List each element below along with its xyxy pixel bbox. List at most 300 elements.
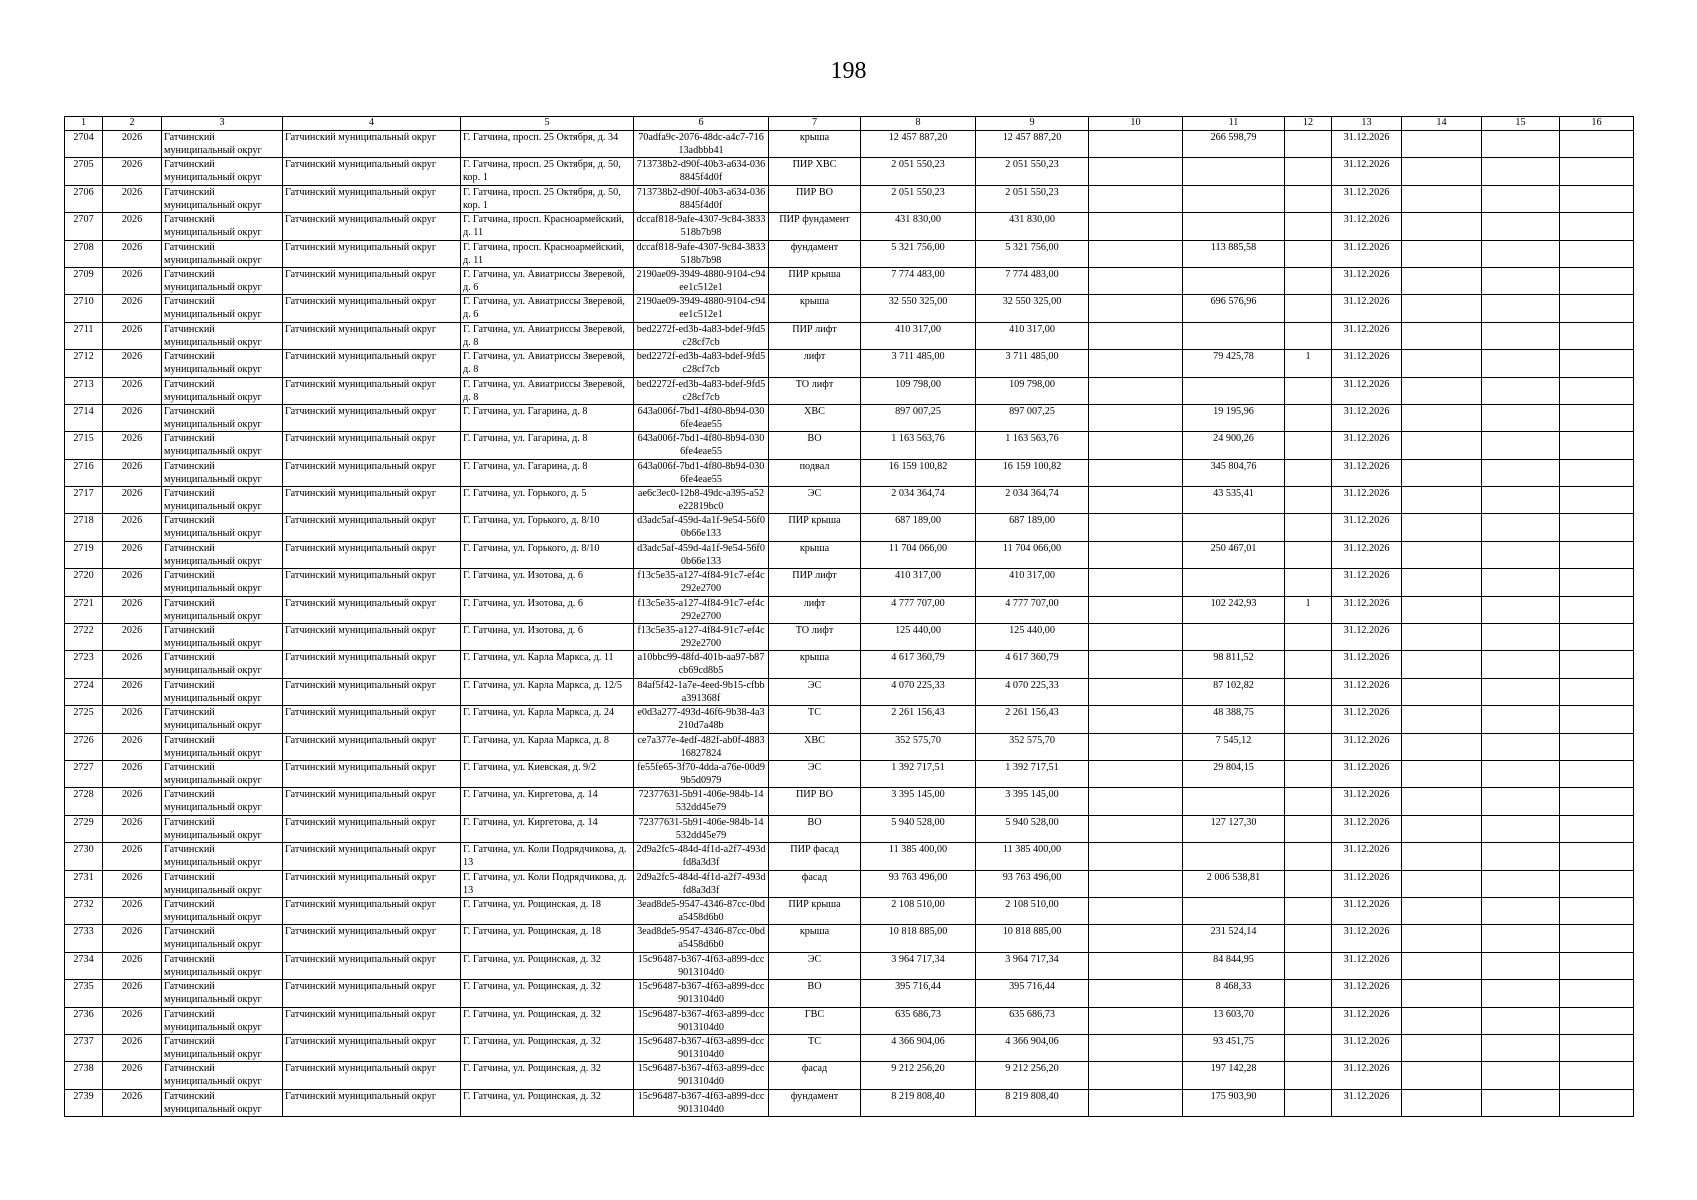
col-15-text [1484, 268, 1557, 294]
col-16-cell [1560, 432, 1634, 459]
address-cell [461, 267, 634, 294]
col-16-cell [1560, 459, 1634, 486]
cost-fund-text: 635 686,73 [1009, 1008, 1055, 1020]
table-row [65, 350, 1634, 377]
work-type-cell [769, 213, 861, 240]
total-cost-cell [861, 760, 976, 787]
work-type-text: ТС [807, 707, 822, 719]
col-10-text [1091, 953, 1180, 979]
address-cell [461, 295, 634, 322]
year-cell [103, 788, 162, 815]
house-guid-cell [634, 1034, 769, 1061]
year-text: 2026 [121, 378, 143, 390]
work-type-text: фасад [801, 871, 828, 883]
column-header-1: 1 [65, 117, 103, 131]
address-text: Г. Гатчина, ул. Рощинская, д. 18 [463, 926, 601, 938]
house-guid-cell [634, 267, 769, 294]
year-cell [103, 1089, 162, 1116]
col-12-text [1287, 624, 1329, 650]
work-type-text: фундамент [790, 241, 839, 253]
address-text: Г. Гатчина, ул. Авиатриссы Зверевой, д. 8 [463, 351, 625, 376]
col-16-text [1562, 788, 1631, 814]
col-15-cell [1482, 350, 1560, 377]
year-cell [103, 706, 162, 733]
municipal-district-cell [283, 377, 461, 404]
address-cell [461, 678, 634, 705]
municipal-district-cell [283, 624, 461, 651]
row-number-text: 2739 [73, 1090, 94, 1102]
col-15-text [1484, 213, 1557, 239]
house-guid-cell [634, 925, 769, 952]
municipal-district-cell [283, 980, 461, 1007]
municipal-district-text: Гатчинский муниципальный округ [285, 515, 437, 527]
col-16-text [1562, 378, 1631, 404]
total-cost-text: 9 212 256,20 [891, 1063, 945, 1075]
row-number-text: 2705 [73, 159, 94, 171]
page-number: 198 [830, 58, 867, 84]
work-type-text: ПИР ВО [795, 789, 834, 801]
total-cost-text: 431 830,00 [895, 214, 941, 226]
col-14-cell [1402, 651, 1482, 678]
address-cell [461, 733, 634, 760]
col-14-text [1404, 734, 1479, 760]
row-number-text: 2706 [73, 186, 94, 198]
col-10-cell [1089, 952, 1183, 979]
col-14-text [1404, 131, 1479, 157]
municipality-text: Гатчинский муниципальный округ [164, 816, 262, 841]
address-text: Г. Гатчина, ул. Рощинская, д. 32 [463, 1035, 601, 1047]
col-16-cell [1560, 897, 1634, 924]
col-10-text [1091, 569, 1180, 595]
address-text: Г. Гатчина, ул. Коли Подрядчикова, д. 13 [463, 871, 627, 896]
cost-fund-text: 3 395 145,00 [1005, 789, 1059, 801]
col-12-text [1287, 679, 1329, 705]
municipal-district-text: Гатчинский муниципальный округ [285, 898, 437, 910]
municipality-text: Гатчинский муниципальный округ [164, 378, 262, 403]
col-15-cell [1482, 596, 1560, 623]
year-cell [103, 514, 162, 541]
year-cell [103, 952, 162, 979]
col-12-cell [1285, 897, 1332, 924]
year-cell [103, 925, 162, 952]
address-cell [461, 213, 634, 240]
col-14-cell [1402, 980, 1482, 1007]
total-cost-cell [861, 213, 976, 240]
house-guid-text: 713738b2-d90f-40b3-a634-0368845f4d0f [636, 159, 766, 184]
column-header-4: 4 [283, 117, 461, 131]
total-cost-text: 5 321 756,00 [891, 241, 945, 253]
col-14-text [1404, 514, 1479, 540]
col-11-text [1185, 268, 1282, 294]
col-16-text [1562, 651, 1631, 677]
cost-fund-cell [976, 815, 1089, 842]
col-10-cell [1089, 459, 1183, 486]
municipality-cell [162, 1062, 283, 1089]
address-cell [461, 706, 634, 733]
col-14-cell [1402, 432, 1482, 459]
deadline-cell [1332, 1089, 1402, 1116]
table-row [65, 678, 1634, 705]
col-12-text [1287, 295, 1329, 321]
col-14-cell [1402, 815, 1482, 842]
col-14-cell [1402, 706, 1482, 733]
cost-fund-cell [976, 1062, 1089, 1089]
municipality-text: Гатчинский муниципальный округ [164, 214, 262, 239]
table-row [65, 240, 1634, 267]
address-text: Г. Гатчина, ул. Горького, д. 8/10 [463, 542, 600, 554]
total-cost-cell [861, 569, 976, 596]
address-cell [461, 870, 634, 897]
municipality-cell [162, 240, 283, 267]
col-14-text [1404, 651, 1479, 677]
col-12-cell [1285, 295, 1332, 322]
row-number-text: 2715 [73, 433, 94, 445]
deadline-cell [1332, 760, 1402, 787]
col-10-text [1091, 624, 1180, 650]
address-text: Г. Гатчина, ул. Изотова, д. 6 [463, 570, 583, 582]
address-text: Г. Гатчина, ул. Коли Подрядчикова, д. 13 [463, 844, 627, 869]
work-type-text: фундамент [790, 1090, 839, 1102]
col-10-text [1091, 131, 1180, 157]
row-number-text: 2704 [73, 132, 94, 143]
municipality-text: Гатчинский муниципальный округ [164, 1008, 262, 1033]
col-11-cell [1183, 185, 1285, 212]
house-guid-text: dccaf818-9afe-4307-9c84-3833518b7b98 [636, 214, 766, 239]
address-text: Г. Гатчина, ул. Карла Маркса, д. 11 [463, 652, 614, 664]
municipality-text: Гатчинский муниципальный округ [164, 1035, 262, 1060]
col-12-text [1287, 925, 1329, 951]
cost-fund-text: 687 189,00 [1009, 515, 1055, 527]
house-guid-cell [634, 1062, 769, 1089]
deadline-text: 31.12.2026 [1343, 433, 1390, 445]
year-text: 2026 [121, 515, 143, 527]
house-guid-cell [634, 295, 769, 322]
col-15-cell [1482, 1062, 1560, 1089]
col-16-text [1562, 186, 1631, 212]
row-number-cell [65, 487, 103, 514]
work-type-text: ВО [807, 816, 822, 828]
row-number-cell [65, 240, 103, 267]
col-16-text [1562, 487, 1631, 513]
municipality-cell [162, 1007, 283, 1034]
col-10-text [1091, 734, 1180, 760]
cost-fund-text: 395 716,44 [1009, 981, 1055, 993]
year-cell [103, 541, 162, 568]
col-16-text [1562, 597, 1631, 623]
house-guid-cell [634, 733, 769, 760]
deadline-cell [1332, 404, 1402, 431]
house-guid-cell [634, 870, 769, 897]
registry-table [64, 116, 1634, 1117]
municipal-district-text: Гатчинский муниципальный округ [285, 1090, 437, 1102]
deadline-text: 31.12.2026 [1343, 405, 1390, 417]
municipality-cell [162, 897, 283, 924]
cost-fund-cell [976, 678, 1089, 705]
address-cell [461, 487, 634, 514]
col-16-text [1562, 871, 1631, 897]
col-15-text [1484, 871, 1557, 897]
col-11-cell [1183, 952, 1285, 979]
work-type-cell [769, 1062, 861, 1089]
work-type-text: ВО [807, 981, 822, 993]
col-11-cell [1183, 624, 1285, 651]
municipality-text: Гатчинский муниципальный округ [164, 159, 262, 184]
deadline-text: 31.12.2026 [1343, 296, 1390, 308]
col-14-cell [1402, 678, 1482, 705]
col-15-cell [1482, 514, 1560, 541]
col-14-text [1404, 980, 1479, 1006]
municipality-cell [162, 706, 283, 733]
house-guid-text: bed2272f-ed3b-4a83-bdef-9fd5c28cf7cb [636, 378, 766, 403]
col-14-text [1404, 1008, 1479, 1034]
col-14-text [1404, 460, 1479, 486]
municipality-text: Гатчинский муниципальный округ [164, 597, 262, 622]
col-14-text [1404, 898, 1479, 924]
col-11-text: 29 804,15 [1213, 761, 1254, 773]
municipal-district-text: Гатчинский муниципальный округ [285, 734, 437, 746]
col-12-cell [1285, 514, 1332, 541]
col-12-cell [1285, 213, 1332, 240]
municipality-text: Гатчинский муниципальный округ [164, 241, 262, 266]
house-guid-cell [634, 980, 769, 1007]
municipality-cell [162, 1034, 283, 1061]
col-14-cell [1402, 925, 1482, 952]
col-10-cell [1089, 240, 1183, 267]
work-type-cell [769, 843, 861, 870]
work-type-text: лифт [803, 597, 826, 609]
row-number-cell [65, 870, 103, 897]
house-guid-cell [634, 377, 769, 404]
municipality-cell [162, 158, 283, 185]
col-14-cell [1402, 350, 1482, 377]
municipality-cell [162, 404, 283, 431]
cost-fund-cell [976, 1034, 1089, 1061]
cost-fund-text: 11 385 400,00 [1002, 844, 1062, 856]
municipal-district-cell [283, 1034, 461, 1061]
address-cell [461, 980, 634, 1007]
row-number-cell [65, 596, 103, 623]
col-15-text [1484, 569, 1557, 595]
row-number-text: 2729 [73, 816, 94, 828]
house-guid-cell [634, 624, 769, 651]
col-14-cell [1402, 760, 1482, 787]
col-15-cell [1482, 295, 1560, 322]
cost-fund-cell [976, 952, 1089, 979]
deadline-text: 31.12.2026 [1343, 488, 1390, 500]
col-11-text [1185, 514, 1282, 540]
col-10-cell [1089, 1089, 1183, 1116]
col-14-cell [1402, 1034, 1482, 1061]
address-cell [461, 459, 634, 486]
cost-fund-cell [976, 295, 1089, 322]
municipal-district-text: Гатчинский муниципальный округ [285, 953, 437, 965]
col-16-cell [1560, 322, 1634, 349]
col-11-cell [1183, 788, 1285, 815]
row-number-cell [65, 541, 103, 568]
work-type-cell [769, 1089, 861, 1116]
col-12-cell [1285, 432, 1332, 459]
house-guid-text: 15c96487-b367-4f63-a899-dcc9013104d0 [637, 953, 765, 978]
col-12-cell [1285, 870, 1332, 897]
col-16-cell [1560, 404, 1634, 431]
work-type-cell [769, 432, 861, 459]
municipality-text: Гатчинский муниципальный округ [164, 844, 262, 869]
deadline-text: 31.12.2026 [1343, 652, 1390, 664]
col-11-text: 2 006 538,81 [1206, 871, 1261, 883]
col-15-cell [1482, 843, 1560, 870]
col-14-text [1404, 158, 1479, 184]
col-14-text [1404, 241, 1479, 267]
total-cost-cell [861, 1007, 976, 1034]
year-cell [103, 377, 162, 404]
col-14-cell [1402, 1089, 1482, 1116]
deadline-text: 31.12.2026 [1343, 625, 1390, 637]
col-14-cell [1402, 322, 1482, 349]
deadline-cell [1332, 706, 1402, 733]
work-type-text: крыша [799, 542, 830, 554]
col-12-cell [1285, 541, 1332, 568]
year-cell [103, 980, 162, 1007]
house-guid-text: 15c96487-b367-4f63-a899-dcc9013104d0 [637, 1035, 765, 1060]
col-16-text [1562, 761, 1631, 787]
col-12-text [1287, 323, 1329, 349]
address-text: Г. Гатчина, просп. Красноармейский, д. 11 [463, 214, 625, 239]
row-number-cell [65, 404, 103, 431]
deadline-text: 31.12.2026 [1343, 460, 1390, 472]
work-type-text: ПИР ХВС [792, 159, 837, 171]
table-row [65, 295, 1634, 322]
year-cell [103, 870, 162, 897]
municipality-text: Гатчинский муниципальный округ [164, 488, 262, 513]
col-11-cell [1183, 596, 1285, 623]
year-text: 2026 [121, 186, 143, 198]
municipal-district-cell [283, 459, 461, 486]
municipal-district-cell [283, 760, 461, 787]
col-10-text [1091, 268, 1180, 294]
col-11-text: 175 903,90 [1210, 1090, 1257, 1102]
cost-fund-cell [976, 267, 1089, 294]
col-16-cell [1560, 678, 1634, 705]
address-cell [461, 432, 634, 459]
col-12-cell [1285, 185, 1332, 212]
column-header-12: 12 [1285, 117, 1332, 131]
deadline-cell [1332, 1007, 1402, 1034]
cost-fund-cell [976, 350, 1089, 377]
row-number-cell [65, 295, 103, 322]
municipal-district-text: Гатчинский муниципальный округ [285, 460, 437, 472]
col-15-text [1484, 350, 1557, 376]
col-15-text [1484, 953, 1557, 979]
work-type-text: ПИР лифт [792, 323, 837, 335]
year-text: 2026 [121, 625, 143, 637]
address-cell [461, 569, 634, 596]
house-guid-text: f13c5e35-a127-4f84-91c7-ef4c292e2700 [637, 625, 765, 650]
cost-fund-cell [976, 459, 1089, 486]
work-type-text: крыша [799, 926, 830, 938]
municipality-text: Гатчинский муниципальный округ [164, 625, 262, 650]
col-10-cell [1089, 295, 1183, 322]
table-row [65, 1007, 1634, 1034]
col-10-text [1091, 1035, 1180, 1061]
work-type-text: ТО лифт [795, 625, 834, 637]
deadline-cell [1332, 267, 1402, 294]
address-text: Г. Гатчина, ул. Гагарина, д. 8 [463, 460, 588, 472]
total-cost-text: 687 189,00 [895, 515, 941, 527]
work-type-text: ПИР крыша [788, 898, 841, 910]
year-text: 2026 [121, 159, 143, 171]
col-12-text [1287, 871, 1329, 897]
table-row [65, 158, 1634, 185]
row-number-cell [65, 185, 103, 212]
year-text: 2026 [121, 597, 143, 609]
address-text: Г. Гатчина, ул. Рощинская, д. 32 [463, 1090, 601, 1102]
address-cell [461, 952, 634, 979]
row-number-text: 2732 [73, 898, 94, 910]
house-guid-cell [634, 651, 769, 678]
municipality-text: Гатчинский муниципальный округ [164, 981, 262, 1006]
row-number-cell [65, 377, 103, 404]
work-type-cell [769, 514, 861, 541]
col-10-cell [1089, 267, 1183, 294]
column-header-8: 8 [861, 117, 976, 131]
cost-fund-cell [976, 1089, 1089, 1116]
municipal-district-text: Гатчинский муниципальный округ [285, 761, 437, 773]
municipality-cell [162, 131, 283, 158]
municipality-cell [162, 651, 283, 678]
col-11-text: 79 425,78 [1213, 351, 1254, 363]
cost-fund-text: 93 763 496,00 [1002, 871, 1062, 883]
col-11-text [1185, 569, 1282, 595]
year-text: 2026 [121, 871, 143, 883]
col-15-text [1484, 788, 1557, 814]
deadline-text: 31.12.2026 [1343, 871, 1390, 883]
deadline-cell [1332, 815, 1402, 842]
year-text: 2026 [121, 542, 143, 554]
col-11-cell [1183, 267, 1285, 294]
municipality-cell [162, 843, 283, 870]
total-cost-text: 125 440,00 [895, 625, 941, 637]
address-text: Г. Гатчина, ул. Изотова, д. 6 [463, 625, 583, 637]
cost-fund-cell [976, 760, 1089, 787]
deadline-cell [1332, 980, 1402, 1007]
table-row [65, 925, 1634, 952]
col-11-cell [1183, 870, 1285, 897]
work-type-text: ЭС [807, 679, 822, 691]
table-body [65, 131, 1634, 1117]
municipal-district-text: Гатчинский муниципальный округ [285, 1035, 437, 1047]
address-cell [461, 158, 634, 185]
house-guid-cell [634, 1089, 769, 1116]
col-11-cell [1183, 733, 1285, 760]
total-cost-cell [861, 1089, 976, 1116]
col-15-text [1484, 432, 1557, 458]
table-row [65, 651, 1634, 678]
table-row [65, 788, 1634, 815]
col-12-text [1287, 1090, 1329, 1116]
table-row [65, 843, 1634, 870]
total-cost-cell [861, 624, 976, 651]
column-header-3: 3 [162, 117, 283, 131]
deadline-text: 31.12.2026 [1343, 1008, 1390, 1020]
municipality-text: Гатчинский муниципальный округ [164, 679, 262, 704]
row-number-text: 2720 [73, 570, 94, 582]
row-number-cell [65, 1007, 103, 1034]
house-guid-text: 2190ae09-3949-4880-9104-c94ee1c512e1 [636, 268, 766, 293]
year-cell [103, 185, 162, 212]
table-row [65, 267, 1634, 294]
cost-fund-cell [976, 541, 1089, 568]
year-cell [103, 432, 162, 459]
